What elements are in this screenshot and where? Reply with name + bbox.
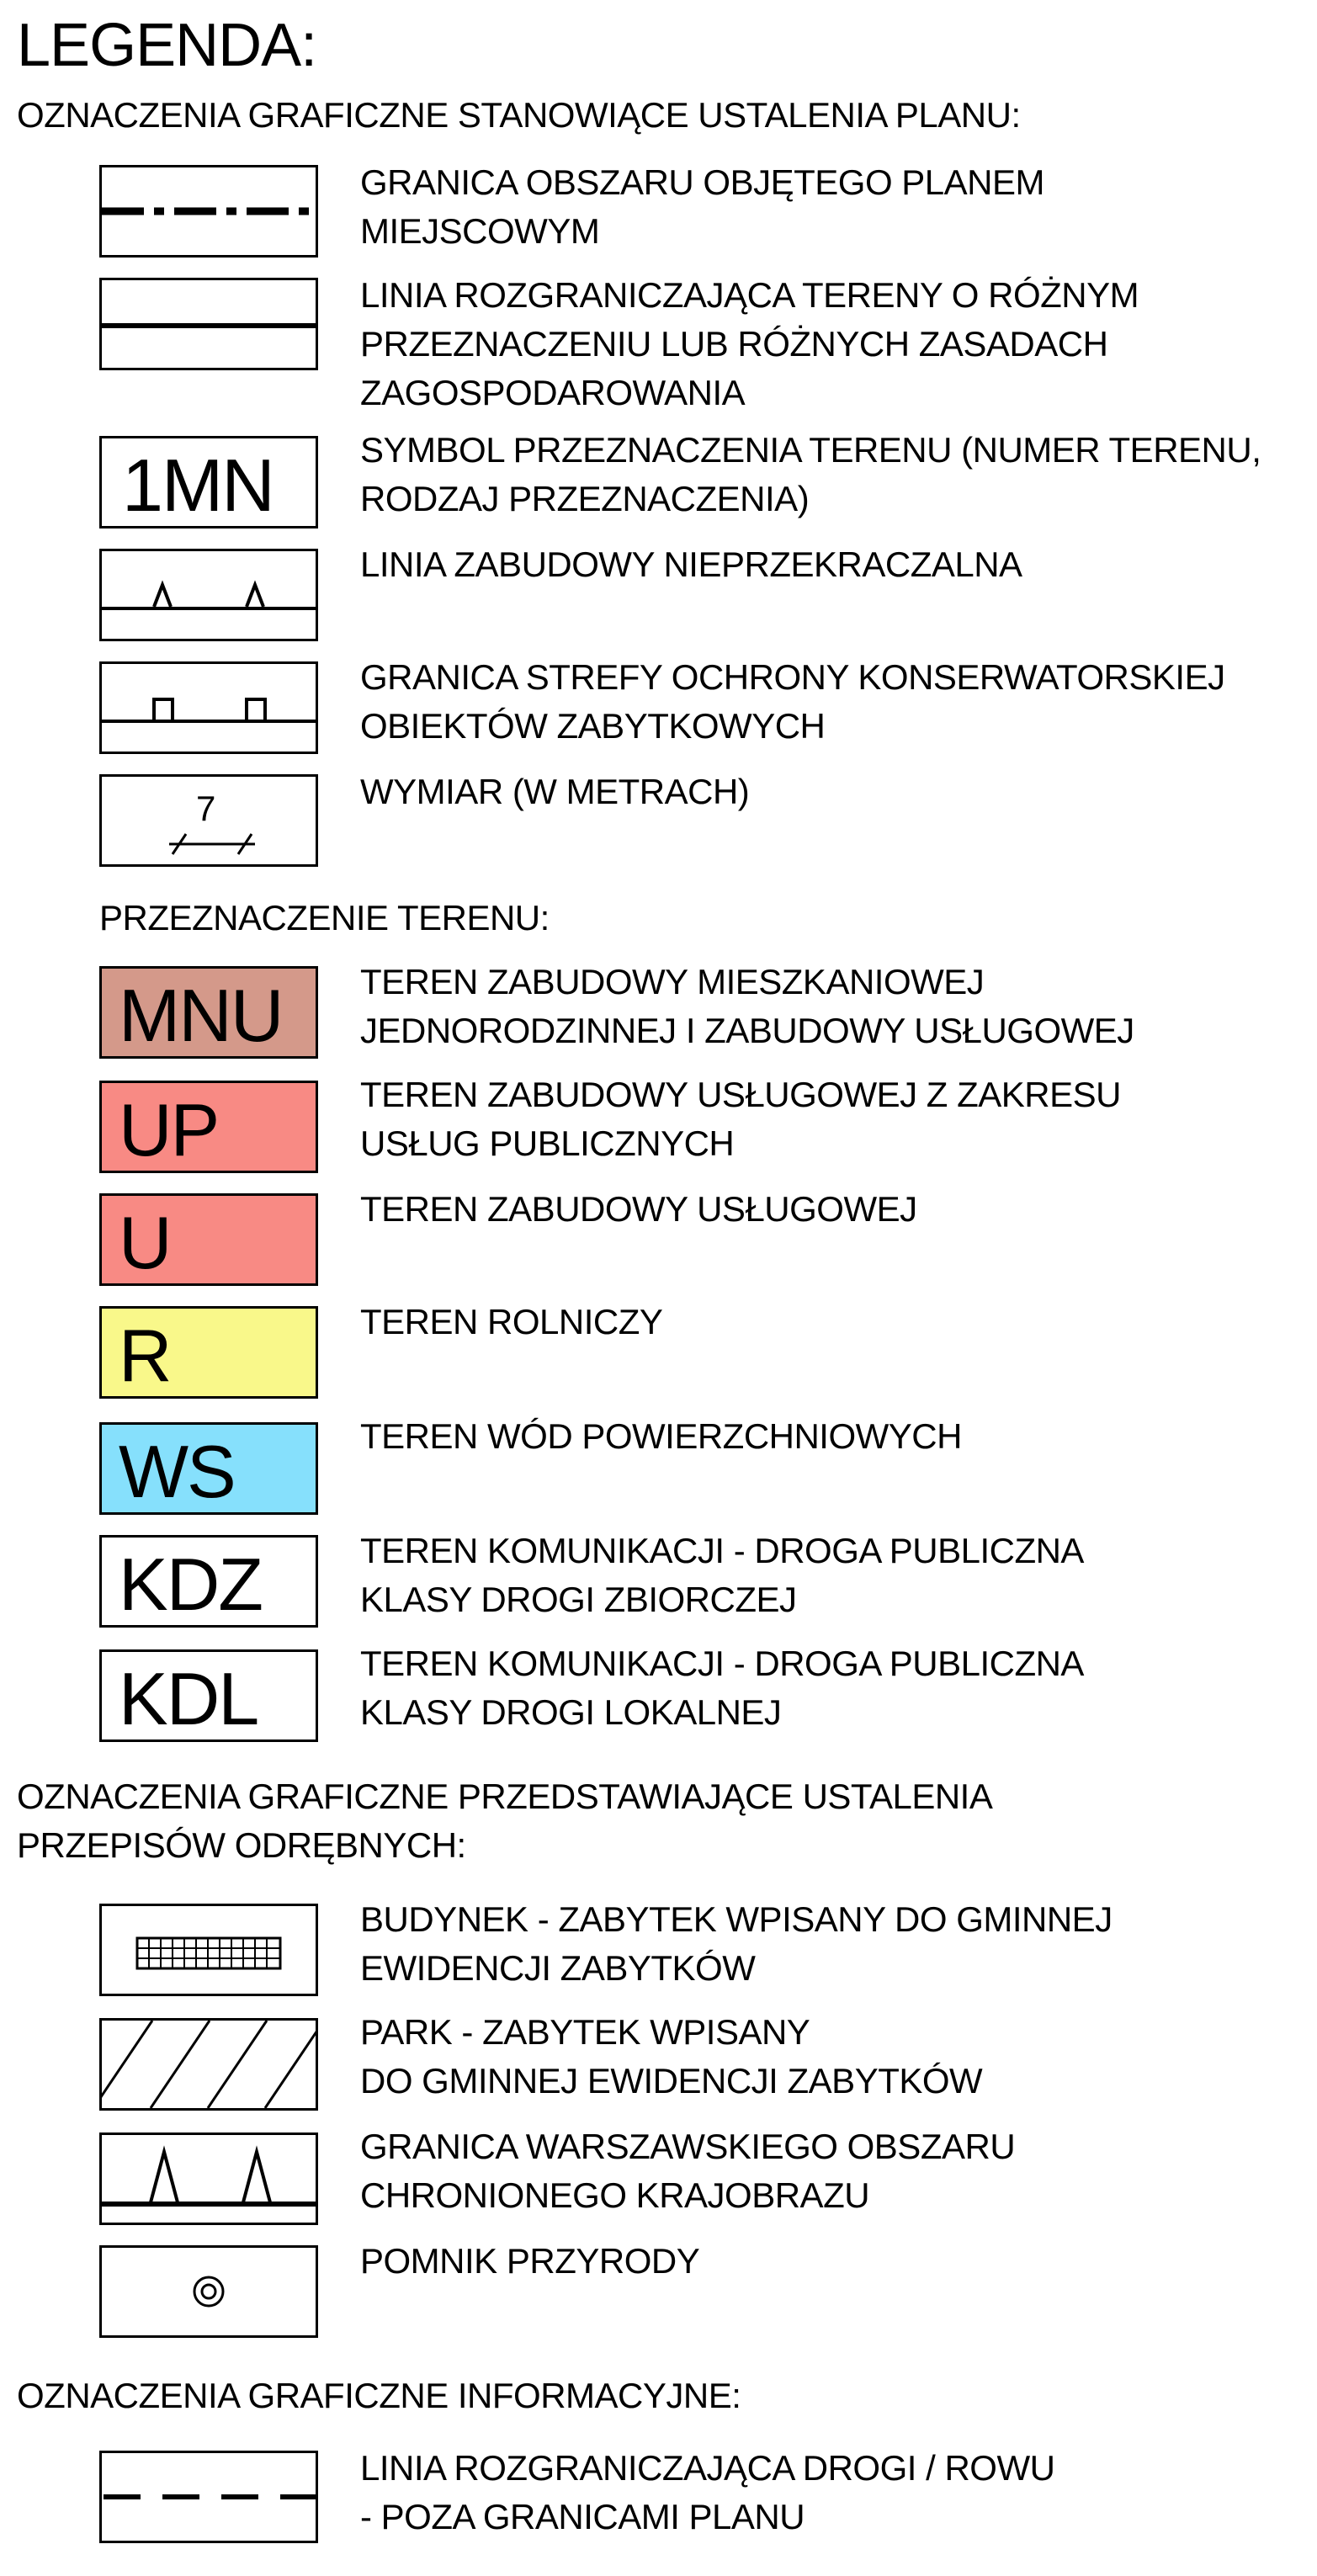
demarcation-line-symbol [99,278,318,370]
land-use-code-label: SYMBOL PRZEZNACZENIA TERENU (NUMER TERENU, RODZAJ PRZEZNACZENIA) [360,430,1261,518]
swatch-mnu [99,966,318,1059]
dimension-label: WYMIAR (W METRACH) [360,772,750,811]
swatch-up [99,1081,318,1173]
swatch-code: U [119,1201,171,1284]
monument-building-symbol [99,1904,318,1996]
swatch-kdz [99,1535,318,1628]
swatch-ws [99,1422,318,1515]
natural-monument-label: POMNIK PRZYRODY [360,2241,700,2281]
swatch-up-label: TEREN ZABUDOWY USŁUGOWEJ Z ZAKRESU USŁUG PUBLICZNYCH [360,1075,1121,1163]
road-ditch-line-symbol [99,2451,318,2543]
conservation-zone-symbol [99,661,318,754]
conservation-zone-label: GRANICA STREFY OCHRONY KONSERWATORSKIEJ OBIEKTÓW ZABYTKOWYCH [360,657,1225,746]
dimension-symbol [99,774,318,867]
swatch-kdz-label: TEREN KOMUNIKACJI - DROGA PUBLICZNA KLASY DROGI ZBIORCZEJ [360,1531,1084,1619]
building-line-label: LINIA ZABUDOWY NIEPRZEKRACZALNA [360,544,1022,584]
swatch-code: WS [119,1430,235,1513]
protected-landscape-label: GRANICA WARSZAWSKIEGO OBSZARU CHRONIONEGO KRAJOBRAZU [360,2127,1016,2215]
swatch-code: R [119,1314,171,1397]
dimension-value: 7 [196,789,216,828]
legend-title: LEGENDA: [17,12,317,79]
swatch-r-label: TEREN ROLNICZY [360,1302,663,1341]
swatch-kdl [99,1649,318,1742]
swatch-code: UP [119,1088,219,1171]
protected-landscape-symbol [99,2133,318,2225]
swatch-mnu-label: TEREN ZABUDOWY MIESZKANIOWEJ JEDNORODZINNEJ I ZABUDOWY USŁUGOWEJ [360,962,1134,1050]
section-heading: OZNACZENIA GRAFICZNE PRZEDSTAWIAJĄCE USTALENIA PRZEPISÓW ODRĘBNYCH: [17,1777,993,1865]
swatch-r [99,1306,318,1399]
natural-monument-symbol [99,2245,318,2338]
monument-building-label: BUDYNEK - ZABYTEK WPISANY DO GMINNEJ EWIDENCJI ZABYTKÓW [360,1899,1113,1988]
swatch-u-label: TEREN ZABUDOWY USŁUGOWEJ [360,1189,917,1229]
boundary-plan-label: GRANICA OBSZARU OBJĘTEGO PLANEM MIEJSCOWYM [360,162,1044,251]
swatch-kdl-label: TEREN KOMUNIKACJI - DROGA PUBLICZNA KLASY DROGI LOKALNEJ [360,1644,1084,1732]
demarcation-line-label: LINIA ROZGRANICZAJĄCA TERENY O RÓŻNYM PRZEZNACZENIU LUB RÓŻNYCH ZASADACH ZAGOSPODAROWANIA [360,275,1139,412]
swatch-u [99,1193,318,1286]
swatch-code: MNU [119,974,283,1057]
land-use-code-text: 1MN [122,443,273,527]
swatch-ws-label: TEREN WÓD POWIERZCHNIOWYCH [360,1416,962,1456]
boundary-plan-symbol [99,165,318,258]
building-line-symbol [99,549,318,641]
monument-park-symbol [99,2018,318,2111]
section-heading: OZNACZENIA GRAFICZNE STANOWIĄCE USTALENIA PLANU: [17,95,1021,135]
swatch-code: KDZ [119,1543,262,1626]
swatch-code: KDL [119,1657,258,1740]
road-ditch-line-label: LINIA ROZGRANICZAJĄCA DROGI / ROWU - POZA GRANICAMI PLANU [360,2448,1055,2536]
section-heading: OZNACZENIA GRAFICZNE INFORMACYJNE: [17,2376,741,2415]
land-use-code-symbol [99,436,318,528]
section-heading: PRZEZNACZENIE TERENU: [99,898,550,937]
monument-park-label: PARK - ZABYTEK WPISANY DO GMINNEJ EWIDENCJI ZABYTKÓW [360,2012,983,2101]
